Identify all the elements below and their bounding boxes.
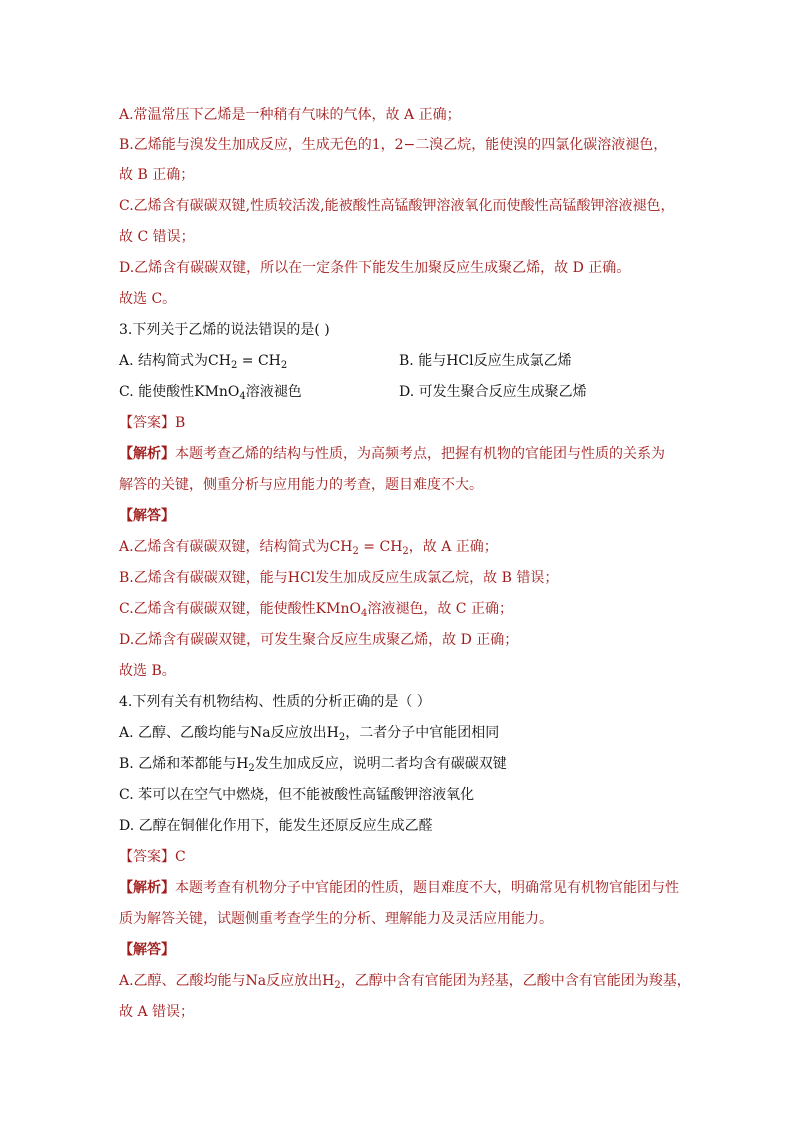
text-line: 故 B 正确；: [119, 167, 195, 183]
q3-option-c: [119, 380, 302, 404]
q3-solution-b: B.乙烯含有碳碳双键，能与HCl发生加成反应生成氯乙烷，故 B 错误；: [119, 570, 559, 586]
q4-option-b-text: 发生加成反应，说明二者均含有碳碳双键: [254, 756, 507, 772]
q3-analysis-cont: 解答的关键，侧重分析与应用能力的考查，题目难度不大。: [119, 477, 483, 493]
q3-option-c-text: 溶液褪色: [245, 384, 302, 400]
subscript: 4: [360, 608, 368, 619]
q4-solution-label: 【解答】: [119, 942, 175, 958]
analysis-label: 【解析】: [119, 880, 175, 896]
solution-text: A.乙烯含有碳碳双键，结构简式为CH: [119, 539, 353, 555]
text-line: 故 C 错误；: [119, 229, 195, 245]
q4-answer: 【答案】C: [119, 849, 186, 865]
subscript: 2: [334, 980, 341, 991]
q4-analysis: [119, 876, 679, 900]
text-line: B.乙烯能与溴发生加成反应，生成无色的1，2−二溴乙烷，能使溴的四氯化碳溶液褪色，: [119, 137, 668, 153]
q3-option-c-text: C. 能使酸性KMnO: [119, 384, 240, 400]
q4-option-d: D. 乙醇在铜催化作用下，能发生还原反应生成乙醛: [119, 818, 433, 834]
q4-solution-a-cont: 故 A 错误；: [119, 1004, 195, 1020]
question-4-stem: 4.下列有关有机物结构、性质的分析正确的是（ ）: [119, 694, 431, 710]
analysis-label: 【解析】: [119, 446, 175, 462]
q4-option-b-text: B. 乙烯和苯都能与H: [119, 756, 249, 772]
solution-text: 溶液褪色，故 C 正确；: [367, 601, 513, 617]
subscript: 2: [352, 546, 359, 557]
text-line: 故选 C。: [119, 291, 177, 307]
question-3-stem: 3.下列关于乙烯的说法错误的是( ): [119, 322, 330, 338]
q3-option-a-text: A. 结构简式为CH: [119, 353, 231, 369]
q4-analysis-cont: 质为解答关键，试题侧重考查学生的分析、理解能力及灵活应用能力。: [119, 911, 553, 927]
q3-solution-d: D.乙烯含有碳碳双键，可发生聚合反应生成聚乙烯，故 D 正确；: [119, 632, 519, 648]
q4-option-c: C. 苯可以在空气中燃烧，但不能被酸性高锰酸钾溶液氧化: [119, 787, 475, 803]
subscript: 4: [239, 391, 246, 402]
solution-text: C.乙烯含有碳碳双键，能使酸性KMnO: [119, 601, 361, 617]
subscript: 2: [280, 360, 288, 371]
subscript: 2: [338, 732, 346, 743]
q3-answer: 【答案】B: [119, 415, 186, 431]
q3-option-a: [119, 349, 287, 373]
q3-option-b: B. 能与HCl反应生成氯乙烯: [399, 353, 572, 369]
q4-option-a-text: A. 乙醇、乙酸均能与Na反应放出H: [119, 725, 339, 741]
q3-solution-label: 【解答】: [119, 508, 175, 524]
text-line: D.乙烯含有碳碳双键，所以在一定条件下能发生加聚反应生成聚乙烯，故 D 正确。: [119, 260, 631, 276]
q3-analysis: [119, 442, 665, 466]
solution-text: = CH: [358, 539, 403, 555]
solution-text: A.乙醇、乙酸均能与Na反应放出H: [119, 973, 335, 989]
q4-solution-a: [119, 969, 691, 993]
q4-option-b: [119, 752, 507, 776]
q3-final: 故选 B。: [119, 663, 176, 679]
text-line: A.常温常压下乙烯是一种稍有气味的气体，故 A 正确；: [119, 107, 461, 123]
subscript: 2: [230, 360, 238, 371]
solution-text: ，故 A 正确；: [408, 539, 498, 555]
text-line: C.乙烯含有碳碳双键,性质较活泼,能被酸性高锰酸钾溶液氧化而使酸性高锰酸钾溶液褪色，: [119, 198, 675, 214]
q4-option-a: [119, 721, 499, 745]
q3-solution-c: [119, 597, 513, 621]
q3-option-a-text: = CH: [237, 353, 281, 369]
solution-text: ，乙醇中含有官能团为羟基，乙酸中含有官能团为羧基，: [340, 973, 691, 989]
subscript: 2: [248, 763, 255, 774]
analysis-text: 本题考查有机物分子中官能团的性质，题目难度不大，明确常见有机物官能团与性: [175, 880, 679, 896]
q4-option-a-text: ，二者分子中官能团相同: [345, 725, 500, 741]
q3-solution-a: [119, 535, 498, 559]
subscript: 2: [402, 546, 409, 557]
analysis-text: 本题考查乙烯的结构与性质，为高频考点，把握有机物的官能团与性质的关系为: [175, 446, 665, 462]
q3-option-d: D. 可发生聚合反应生成聚乙烯: [399, 384, 587, 400]
